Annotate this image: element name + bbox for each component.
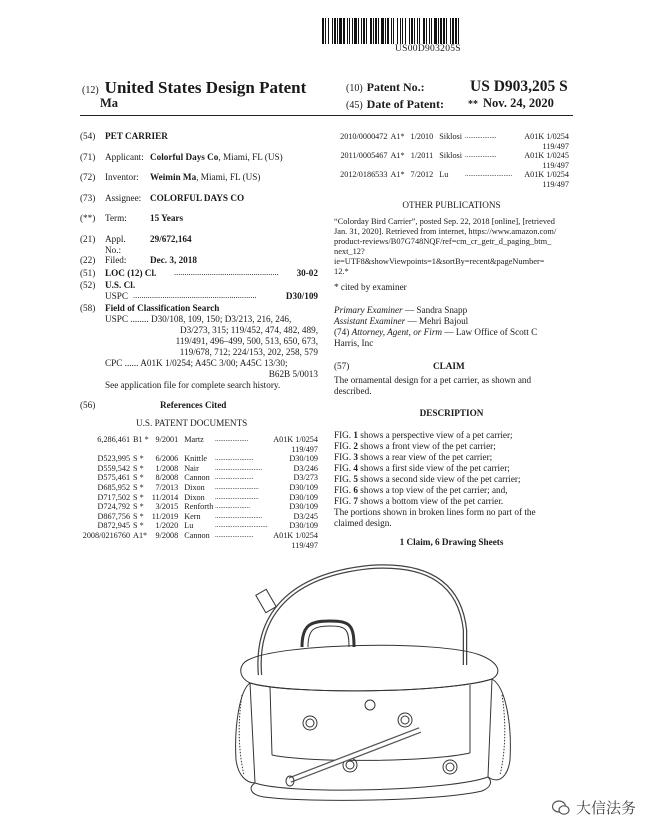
reference-row xyxy=(80,473,318,483)
inid-code: (72) xyxy=(80,172,96,182)
ref-kind: A1* xyxy=(390,170,405,180)
ref-kind: S * xyxy=(133,492,144,502)
other-pubs-text xyxy=(334,217,574,277)
biblio-value xyxy=(150,213,183,224)
claim-line: The ornamental design for a pet carrier, as shown and xyxy=(334,375,532,385)
fig-number: 2 xyxy=(353,441,358,451)
inid-code: (51) xyxy=(80,268,96,278)
fig-number: 1 xyxy=(353,430,358,440)
watermark xyxy=(552,797,636,818)
note-line: The portions shown in broken lines form no part of the xyxy=(334,507,536,517)
note-line: claimed design. xyxy=(334,518,392,528)
field-search-label: Field of Classification Search xyxy=(105,303,220,313)
ref-cls: D3/246 xyxy=(293,463,318,473)
claim-title: CLAIM xyxy=(433,361,465,371)
biblio-value-tail: , Miami, FL (US) xyxy=(218,152,283,162)
ref-cls2: 119/497 xyxy=(291,444,318,454)
references-table-continued xyxy=(334,132,569,190)
ref-kind: A1* xyxy=(133,530,148,540)
biblio-label: Filed: xyxy=(105,255,127,265)
ref-cls: A01K 1/0254 xyxy=(524,170,569,180)
fig-line xyxy=(334,430,574,441)
biblio-value xyxy=(105,131,168,142)
patent-no-label-text: Patent No.: xyxy=(366,80,425,94)
ref-cls2: 119/497 xyxy=(542,179,569,189)
ref-cls: A01K 1/0254 xyxy=(273,435,318,444)
ref-date: 11/2014 xyxy=(151,492,179,502)
ref-kind: S * xyxy=(133,502,144,512)
ref-name: Lu xyxy=(439,170,449,180)
biblio-label: Appl. No.: xyxy=(105,234,126,255)
ref-dots: ........................... xyxy=(464,170,513,179)
ref-date: 1/2008 xyxy=(155,463,179,473)
ref-kind: S * xyxy=(133,454,144,464)
ref-kind: S * xyxy=(133,521,144,531)
ref-dots: .................... xyxy=(215,502,251,511)
field-search-lines xyxy=(105,314,318,391)
fig-line xyxy=(334,441,574,452)
inid-code: (71) xyxy=(80,152,96,162)
claim-line: described. xyxy=(334,386,372,396)
ref-cls: A01K 1/0245 xyxy=(524,151,569,161)
reference-row-cont xyxy=(80,541,318,551)
pet-carrier-drawing xyxy=(220,555,530,805)
claims-sheets: 1 Claim, 6 Drawing Sheets xyxy=(399,537,504,547)
loc-value: 30-02 xyxy=(296,268,318,278)
ref-date: 7/2012 xyxy=(410,170,434,180)
biblio-label: Inventor: xyxy=(105,172,139,182)
assistant-examiner xyxy=(334,316,468,327)
fig-line xyxy=(334,452,574,463)
ref-name: Cannon xyxy=(184,473,210,483)
cited-by-examiner: * cited by examiner xyxy=(334,282,407,292)
document-title xyxy=(82,78,306,98)
fig-text: shows a second side view of the pet carrier; xyxy=(358,474,521,484)
patent-date-label-text: Date of Patent: xyxy=(366,97,444,111)
ref-cls: A01K 1/0254 xyxy=(273,530,318,540)
biblio-row xyxy=(80,193,245,204)
fig-text: shows a front view of the pet carrier; xyxy=(358,441,496,451)
uspc-sub: USPC xyxy=(105,291,128,301)
ref-cls: D3/245 xyxy=(293,511,318,521)
reference-row xyxy=(80,483,318,493)
fig-list xyxy=(334,430,574,507)
barcode-number: US00D903205S xyxy=(395,44,461,54)
biblio-value-bold: 15 Years xyxy=(150,213,184,223)
ref-kind: A1* xyxy=(390,132,405,141)
ref-no: D575,461 xyxy=(97,473,131,483)
ref-name: Siklosi xyxy=(439,132,463,141)
ref-name: Martz xyxy=(184,435,204,444)
biblio-row xyxy=(80,255,197,266)
pub-line: product-reviews/B07G748NQF/ref=cm_cr_getr_d_paging_btm_ xyxy=(334,237,552,246)
attorney-line-1: — Law Office of Scott C xyxy=(444,327,538,337)
barcode xyxy=(322,18,580,44)
ref-no: D717,502 xyxy=(97,492,131,502)
assistant-examiner-name: — Mehri Bajoul xyxy=(407,316,469,326)
reference-row-cont xyxy=(334,142,569,152)
wechat-icon xyxy=(552,800,570,816)
biblio-value-bold: PET CARRIER xyxy=(105,131,168,141)
patent-number: US D903,205 S xyxy=(470,78,568,95)
uspc-line-2: D3/273, 315; 119/452, 474, 482, 489, xyxy=(180,325,318,335)
loc-classification xyxy=(80,268,318,279)
fig-line xyxy=(334,463,574,474)
fig-line xyxy=(334,485,574,496)
uspc-line-4: 119/678, 712; 224/153, 202, 258, 579 xyxy=(179,347,318,357)
attorney xyxy=(334,327,537,338)
ref-date: 3/2015 xyxy=(155,502,179,512)
ref-dots: .................. xyxy=(464,151,497,160)
fig-text: shows a rear view of the pet carrier; xyxy=(358,452,493,462)
ref-cls: D30/109 xyxy=(289,502,318,512)
uspc-dots: ........................................................... xyxy=(133,291,257,300)
ref-name: Renforth xyxy=(184,502,214,512)
inid-code: (21) xyxy=(80,234,96,244)
ref-dots: ......................... xyxy=(215,492,259,501)
ref-dots: ...................... xyxy=(215,454,254,463)
biblio-value-bold: Colorful Days Co xyxy=(150,152,219,162)
description-title: DESCRIPTION xyxy=(419,408,484,418)
ref-dots: ........................... xyxy=(215,511,263,520)
fig-number: 5 xyxy=(353,474,358,484)
fig-number: 3 xyxy=(353,452,358,462)
pub-line: “Colorday Bird Carrier”, posted Sep. 22, 2018 [online], [retrieved xyxy=(334,217,555,226)
uspc-line-3: 119/491, 496–499, 500, 513, 650, 673, xyxy=(175,336,318,346)
ref-cls2: 119/497 xyxy=(542,141,569,151)
ref-kind: A1* xyxy=(390,151,405,161)
patent-no-label xyxy=(346,80,425,95)
ref-cls2: 119/497 xyxy=(291,540,318,550)
biblio-row xyxy=(80,172,261,183)
ref-name: Lu xyxy=(184,521,194,531)
date-value: Nov. 24, 2020 xyxy=(483,96,554,110)
ref-name: Nair xyxy=(184,463,199,473)
ref-name: Cannon xyxy=(184,530,210,540)
reference-row xyxy=(80,521,318,531)
ref-no: 2010/0000472 xyxy=(340,132,388,141)
ref-cls: D3/273 xyxy=(293,473,318,483)
ref-date: 1/2011 xyxy=(410,151,434,161)
reference-row xyxy=(80,435,318,445)
ref-dots: ...................... xyxy=(215,530,254,539)
reference-row xyxy=(80,464,318,474)
inid-code: (**) xyxy=(80,213,96,223)
patent-date-label xyxy=(346,97,444,112)
fig-prefix: FIG. xyxy=(334,463,354,473)
ref-no: 2008/0216760 xyxy=(82,530,131,540)
reference-row-cont xyxy=(80,445,318,455)
biblio-value-bold: Weimin Ma xyxy=(150,172,197,182)
reference-row xyxy=(80,531,318,541)
ref-cls: A01K 1/0254 xyxy=(524,132,569,141)
us-cl-label: U.S. Cl. xyxy=(105,280,136,290)
reference-row xyxy=(80,454,318,464)
reference-row xyxy=(80,493,318,503)
biblio-value-bold: 29/672,164 xyxy=(150,234,192,244)
biblio-value xyxy=(150,193,244,204)
biblio-value xyxy=(150,152,283,163)
inid-code: (10) xyxy=(346,83,363,94)
uspc-line-1: USPC ........ D30/108, 109, 150; D3/213, 216, 246, xyxy=(105,314,292,324)
other-pubs-title: OTHER PUBLICATIONS xyxy=(402,200,501,210)
ref-kind: S * xyxy=(133,482,144,492)
reference-row xyxy=(334,132,569,142)
biblio-value-bold: COLORFUL DAYS CO xyxy=(150,193,245,203)
ref-cls: D30/109 xyxy=(289,482,318,492)
ref-no: 2012/0186533 xyxy=(340,170,388,180)
us-patent-docs-title: U.S. PATENT DOCUMENTS xyxy=(136,418,248,428)
ref-dots: .................. xyxy=(464,132,497,140)
pub-line: 12.* xyxy=(334,267,349,276)
barcode-bar xyxy=(459,18,460,44)
biblio-value xyxy=(150,255,197,266)
reference-row-cont xyxy=(334,161,569,171)
ref-no: 2011/0005467 xyxy=(340,151,388,161)
ref-name: Kern xyxy=(184,511,201,521)
ref-date: 11/2019 xyxy=(151,511,179,521)
ref-no: D559,542 xyxy=(97,463,131,473)
search-history-note: See application file for complete search history. xyxy=(105,380,281,390)
loc-dots: .................................................. xyxy=(174,268,279,277)
ref-cls2: 119/497 xyxy=(542,160,569,170)
pub-line: next_12?ie=UTF8&showViewpoints=1&sortBy=recent&pageNumber= xyxy=(334,247,545,266)
reference-row xyxy=(80,502,318,512)
header-rule xyxy=(80,115,573,116)
inid-code: (12) xyxy=(82,85,99,96)
ref-name: Knittle xyxy=(184,454,207,464)
uspc-value: D30/109 xyxy=(285,291,318,301)
ref-name: Dixon xyxy=(184,482,205,492)
fig-number: 4 xyxy=(353,463,358,473)
field-search-code: (58) xyxy=(80,303,96,313)
fig-number: 6 xyxy=(353,485,358,495)
biblio-value-tail: , Miami, FL (US) xyxy=(196,172,261,182)
cpc-line-1: CPC ...... A01K 1/0254; A45C 3/00; A45C 13/30; xyxy=(105,358,288,368)
ref-no: D872,945 xyxy=(97,521,131,531)
ref-date: 1/2020 xyxy=(155,521,179,531)
loc-label: LOC (12) Cl. xyxy=(105,268,157,278)
fig-prefix: FIG. xyxy=(334,485,354,495)
primary-examiner-label: Primary Examiner xyxy=(334,305,403,315)
fig-prefix: FIG. xyxy=(334,474,354,484)
fig-text: shows a perspective view of a pet carrier; xyxy=(358,430,513,440)
inid-code: (52) xyxy=(80,280,96,290)
pub-line: Jan. 31, 2020]. Retrieved from internet, https://www.amazon.com/ xyxy=(334,227,557,236)
ref-kind: S * xyxy=(133,511,144,521)
us-classification xyxy=(80,280,318,291)
broken-lines-note xyxy=(334,507,574,529)
inid-code: (45) xyxy=(346,100,363,111)
ref-no: 6,286,461 xyxy=(97,435,131,444)
fig-number: 7 xyxy=(353,496,358,506)
inid-code: (54) xyxy=(80,131,96,141)
ref-date: 9/2001 xyxy=(155,435,179,444)
inid-code: (73) xyxy=(80,193,96,203)
ref-cls: D30/109 xyxy=(289,454,318,464)
ref-no: D523,995 xyxy=(97,454,131,464)
watermark-text: 大信法务 xyxy=(575,799,636,817)
ref-name: Siklosi xyxy=(439,151,463,161)
patent-date xyxy=(468,96,554,111)
ref-kind: S * xyxy=(133,473,144,483)
references-table xyxy=(80,435,318,550)
primary-examiner xyxy=(334,305,467,316)
biblio-row xyxy=(80,213,184,224)
date-stars: ** xyxy=(468,99,478,110)
inid-code: (22) xyxy=(80,255,96,265)
ref-dots: ......................... xyxy=(215,482,259,491)
reference-row-cont xyxy=(334,180,569,190)
biblio-label: Applicant: xyxy=(105,152,144,162)
attorney-label: Attorney, Agent, or Firm xyxy=(351,327,443,337)
ref-date: 7/2013 xyxy=(155,482,179,492)
fig-prefix: FIG. xyxy=(334,430,354,440)
ref-cls: D30/109 xyxy=(289,492,318,502)
ref-no: D724,792 xyxy=(97,502,131,512)
biblio-value-bold: Dec. 3, 2018 xyxy=(150,255,197,265)
biblio-label: Assignee: xyxy=(105,193,142,203)
ref-date: 9/2008 xyxy=(155,530,179,540)
assistant-examiner-label: Assistant Examiner xyxy=(334,316,406,326)
ref-kind: B1 * xyxy=(133,435,149,444)
biblio-label: Term: xyxy=(105,213,127,223)
header-inventor: Ma xyxy=(100,96,119,110)
ref-dots: ................... xyxy=(215,435,249,443)
fig-prefix: FIG. xyxy=(334,496,354,506)
ref-dots: .............................. xyxy=(215,521,268,530)
fig-line xyxy=(334,474,574,485)
fig-text: shows a top view of the pet carrier; and, xyxy=(358,485,508,495)
fig-prefix: FIG. xyxy=(334,441,354,451)
fig-prefix: FIG. xyxy=(334,452,354,462)
ref-date: 8/2008 xyxy=(155,473,179,483)
references-title: References Cited xyxy=(160,400,227,410)
ref-cls: D30/109 xyxy=(289,521,318,531)
ref-kind: S * xyxy=(133,463,144,473)
biblio-row xyxy=(80,152,283,163)
biblio-value xyxy=(150,234,192,245)
uspc-line xyxy=(105,291,318,302)
biblio-row xyxy=(80,234,192,255)
biblio-value xyxy=(150,172,260,183)
ref-no: D867,756 xyxy=(97,511,131,521)
fig-text: shows a bottom view of the pet carrier. xyxy=(358,496,504,506)
ref-date: 6/2006 xyxy=(155,454,179,464)
ref-dots: ........................... xyxy=(215,463,263,472)
attorney-line-2: Harris, Inc xyxy=(334,338,374,348)
inid-code: (74) xyxy=(334,327,350,337)
fig-line xyxy=(334,496,574,507)
claim-code: (57) xyxy=(334,361,350,371)
claim-text xyxy=(334,375,574,397)
ref-name: Dixon xyxy=(184,492,205,502)
reference-row xyxy=(334,170,569,180)
reference-row xyxy=(334,151,569,161)
biblio-row xyxy=(80,131,168,142)
title-text: United States Design Patent xyxy=(104,78,307,97)
references-code: (56) xyxy=(80,400,96,410)
ref-date: 1/2010 xyxy=(410,132,434,141)
primary-examiner-name: — Sandra Snapp xyxy=(404,305,468,315)
fig-text: shows a first side view of the pet carrier; xyxy=(358,463,510,473)
reference-row xyxy=(80,512,318,522)
cpc-line-2: B62B 5/0013 xyxy=(268,369,318,379)
ref-no: D685,952 xyxy=(97,482,131,492)
ref-dots: ...................... xyxy=(215,473,254,482)
